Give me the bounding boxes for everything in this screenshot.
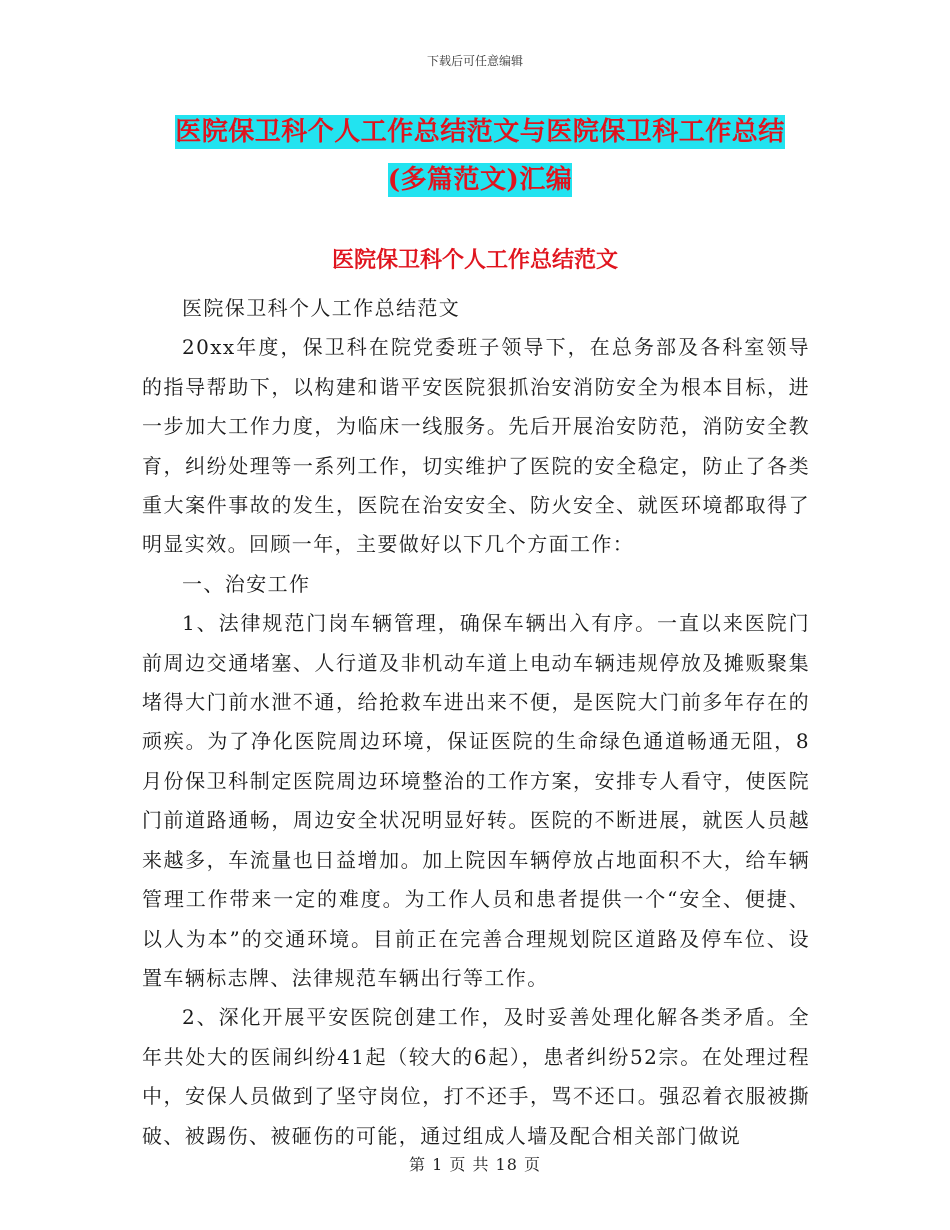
page-footer: 第 1 页 共 18 页	[409, 1155, 541, 1174]
paragraph: 2、深化开展平安医院创建工作，及时妥善处理化解各类矛盾。全年共处大的医闹纠纷41起（较大的6起），患者纠纷52宗。在处理过程中，安保人员做到了坚守岗位，打不还手，骂不还口。强忍着衣服被撕破、被踢伤、被砸伤的可能，通过组成人墙及配合相关部门做说	[142, 1005, 810, 1148]
document-title	[150, 108, 810, 204]
section-heading: 医院保卫科个人工作总结范文	[331, 247, 618, 273]
paragraph: 医院保卫科个人工作总结范文	[182, 296, 461, 320]
page-header-note: 下载后可任意编辑	[426, 54, 523, 68]
body-text	[142, 289, 810, 1156]
paragraph: 一、治安工作	[182, 571, 311, 596]
paragraph: 1、法律规范门岗车辆管理，确保车辆出入有序。一直以来医院门前周边交通堵塞、人行道及非机动车道上电动车辆违规停放及摊贩聚集堵得大门前水泄不通，给抢救车进出来不便，是医院大门前多年存在的顽疾。为了净化医院周边环境，保证医院的生命绿色通道畅通无阻，8月份保卫科制定医院周边环境整治的工作方案，安排专人看守，使医院门前道路通畅，周边安全状况明显好转。医院的不断进展，就医人员越来越多，车流量也日益增加。加上院因车辆停放占地面积不大，给车辆管理工作带来一定的难度。为工作人员和患者提供一个“安全、便捷、以人为本”的交通环境。目前正在完善合理规划院区道路及停车位、设置车辆标志牌、法律规范车辆出行等工作。	[142, 611, 810, 990]
document-title-line-1: 医院保卫科个人工作总结范文与医院保卫科工作总结	[175, 117, 785, 147]
document-title-line-2: (多篇范文)汇编	[387, 165, 573, 195]
paragraph: 20xx年度，保卫科在院党委班子领导下，在总务部及各科室领导的指导帮助下，以构建和谐平安医院狠抓治安消防安全为根本目标，进一步加大工作力度，为临床一线服务。先后开展治安防范，消防安全教育，纠纷处理等一系列工作，切实维护了医院的安全稳定，防止了各类重大案件事故的发生，医院在治安安全、防火安全、就医环境都取得了明显实效。回顾一年，主要做好以下几个方面工作：	[142, 335, 810, 557]
